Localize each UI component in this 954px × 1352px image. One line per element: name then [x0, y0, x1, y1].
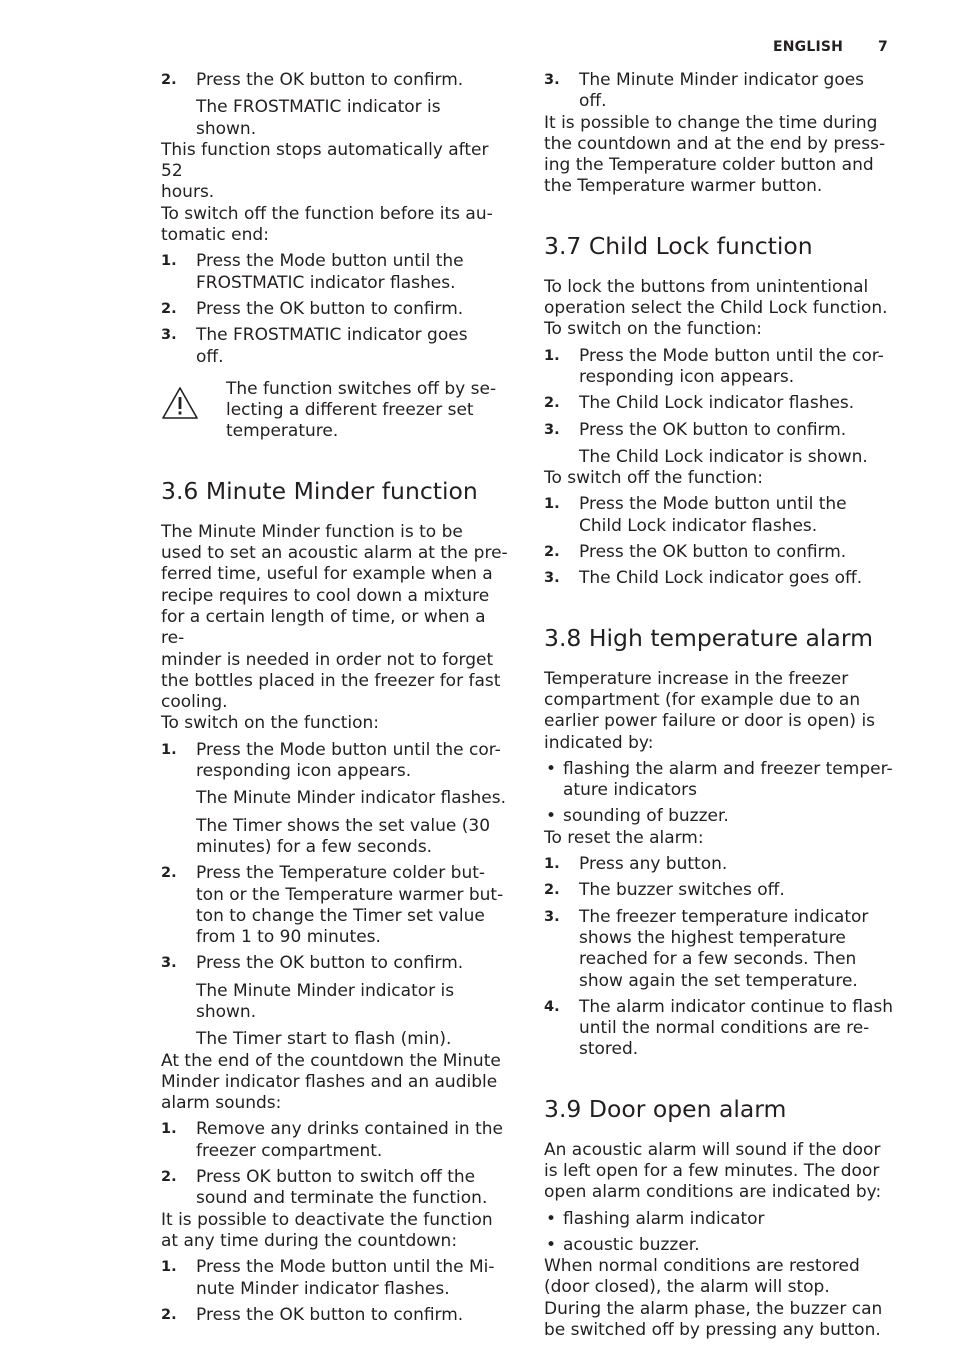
paragraph: To switch on the function:: [544, 319, 763, 340]
list-item: 1. Press the Mode button until the cor- responding icon appears.: [544, 345, 884, 387]
paragraph: When normal conditions are restored (door closed), the alarm will stop.: [544, 1256, 860, 1298]
bullet-item: • flashing alarm indicator: [546, 1208, 765, 1229]
list-item: 2. Press the OK button to confirm.: [544, 542, 847, 563]
paragraph: To switch off the function before its au- tomatic end:: [161, 203, 493, 246]
paragraph: To reset the alarm:: [544, 827, 704, 848]
bullet-item: • acoustic buzzer.: [546, 1234, 700, 1255]
list-item: 1. Press the Mode button until the Child Lock indicator flashes.: [544, 494, 847, 536]
list-item: 2. Press the Temperature colder but- ton or the Temperature warmer but- ton to change the Timer set value from 1 to 90 minutes.: [161, 863, 504, 948]
right-column: [544, 70, 894, 1341]
list-item: 3. Press the OK button to confirm.: [161, 953, 464, 974]
section-heading: 3.6 Minute Minder function: [161, 476, 478, 505]
paragraph: To switch on the function:: [161, 713, 380, 734]
list-item: 3. The freezer temperature indicator shows the highest temperature reached for a few seconds. Then show again the set temperature.: [544, 906, 869, 991]
page-header: [773, 39, 888, 55]
step-note: The Minute Minder indicator flashes.: [196, 788, 507, 809]
paragraph: This function stops automatically after 52 hours.: [161, 139, 489, 203]
bullet-item: • sounding of buzzer.: [546, 806, 729, 827]
list-item: 1. Press the Mode button until the cor- responding icon appears.: [161, 739, 501, 782]
list-item: 1. Press any button.: [544, 854, 728, 875]
section-heading: 3.8 High temperature alarm: [544, 623, 873, 652]
list-item: 2. Press OK button to switch off the sound and terminate the function.: [161, 1167, 488, 1209]
left-column: [161, 70, 513, 1326]
paragraph: To lock the buttons from unintentional operation select the Child Lock function.: [544, 276, 888, 319]
warning-icon: [161, 386, 199, 420]
step-note: The Minute Minder indicator is shown.: [196, 980, 455, 1022]
list-item: 2. The buzzer switches off.: [544, 880, 785, 901]
header-language: ENGLISH: [773, 39, 844, 55]
paragraph: It is possible to change the time during the countdown and at the end by press- ing the Temperature colder button and the Temperature warmer button.: [544, 112, 886, 197]
step-note: The Child Lock indicator is shown.: [579, 446, 868, 467]
list-item: 2. Press the OK button to confirm.: [161, 70, 464, 90]
step-note: The Timer start to flash (min).: [196, 1029, 452, 1050]
list-item: 4. The alarm indicator continue to flash until the normal conditions are re- stored.: [544, 996, 894, 1060]
paragraph: Temperature increase in the freezer compartment (for example due to an earlier power failure or door is open) is indicated by:: [544, 668, 876, 753]
paragraph: During the alarm phase, the buzzer can be switched off by pressing any button.: [544, 1298, 883, 1341]
paragraph: At the end of the countdown the Minute Minder indicator flashes and an audible alarm sounds:: [161, 1050, 501, 1114]
bullet-item: • flashing the alarm and freezer temper- ature indicators: [546, 758, 893, 801]
list-item: 3. The FROSTMATIC indicator goes off.: [161, 325, 468, 367]
list-item: 1. Remove any drinks contained in the freezer compartment.: [161, 1119, 503, 1161]
paragraph: To switch off the function:: [544, 468, 763, 489]
paragraph: It is possible to deactivate the function at any time during the countdown:: [161, 1209, 493, 1251]
list-item: 3. Press the OK button to confirm.: [544, 419, 847, 440]
step-note: The FROSTMATIC indicator is shown.: [196, 97, 441, 139]
list-item: 2. Press the OK button to confirm.: [161, 298, 464, 319]
warning-note: The function switches off by se- lecting a different freezer set temperature.: [161, 379, 513, 443]
section-heading: 3.9 Door open alarm: [544, 1094, 787, 1123]
step-note: The Timer shows the set value (30 minutes) for a few seconds.: [196, 815, 491, 857]
list-item: 2. The Child Lock indicator flashes.: [544, 393, 855, 414]
list-item: 3. The Minute Minder indicator goes off.: [544, 70, 865, 112]
list-item: 1. Press the Mode button until the FROSTMATIC indicator flashes.: [161, 251, 464, 293]
page-number: 7: [878, 39, 888, 55]
list-item: 1. Press the Mode button until the Mi- nute Minder indicator flashes.: [161, 1257, 495, 1299]
section-heading: 3.7 Child Lock function: [544, 231, 813, 260]
paragraph: The Minute Minder function is to be used to set an acoustic alarm at the pre- ferred time, useful for example when a recipe requires to cool down a mixture for a certain length of time, or when a re- minder is needed in order not to forget the bottles placed in the freezer for fast cooling.: [161, 521, 508, 713]
paragraph: An acoustic alarm will sound if the door is left open for a few minutes. The door open alarm conditions are indicated by:: [544, 1139, 882, 1203]
list-item: 2. Press the OK button to confirm.: [161, 1304, 464, 1325]
list-item: 3. The Child Lock indicator goes off.: [544, 568, 863, 589]
